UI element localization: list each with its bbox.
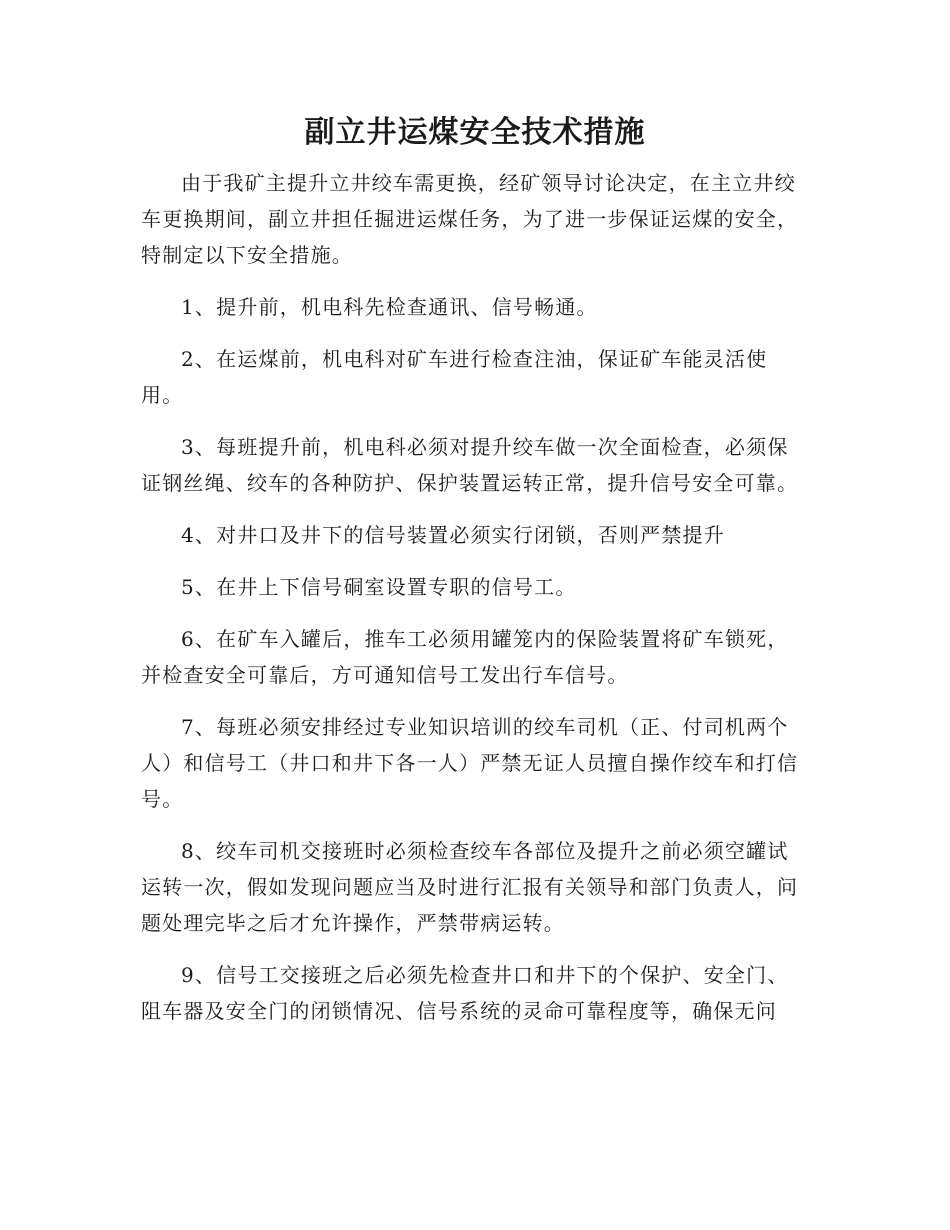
paragraph-item-3: 3、每班提升前，机电科必须对提升绞车做一次全面检查，必须保证钢丝绳、绞车的各种防护、保护装置运转正常，提升信号安全可靠。 — [141, 435, 799, 495]
paragraph-item-6: 6、在矿车入罐后，推车工必须用罐笼内的保险装置将矿车锁死，并检查安全可靠后，方可通知信号工发出行车信号。 — [141, 627, 789, 687]
paragraph-item-8: 8、绞车司机交接班时必须检查绞车各部位及提升之前必须空罐试运转一次，假如发现问题应当及时进行汇报有关领导和部门负责人，问题处理完毕之后才允许操作，严禁带病运转。 — [141, 839, 799, 935]
paragraph-item-2: 2、在运煤前，机电科对矿车进行检查注油，保证矿车能灵活使用。 — [141, 347, 768, 407]
paragraph-item-4: 4、对井口及井下的信号装置必须实行闭锁，否则严禁提升 — [181, 523, 725, 547]
paragraph-item-5: 5、在井上下信号硐室设置专职的信号工。 — [181, 575, 577, 599]
paragraph-item-1: 1、提升前，机电科先检查通讯、信号畅通。 — [181, 295, 598, 319]
document-body — [141, 165, 809, 1029]
document-title: 副立井运煤安全技术措施 — [304, 115, 646, 150]
paragraph-intro: 由于我矿主提升立井绞车需更换，经矿领导讨论决定，在主立井绞车更换期间，副立井担任掘进运煤任务，为了进一步保证运煤的安全，特制定以下安全措施。 — [141, 171, 799, 267]
paragraph-item-9: 9、信号工交接班之后必须先检查井口和井下的个保护、安全门、阻车器及安全门的闭锁情况、信号系统的灵命可靠程度等，确保无问 — [141, 963, 789, 1023]
paragraph-item-7: 7、每班必须安排经过专业知识培训的绞车司机（正、付司机两个人）和信号工（井口和井下各一人）严禁无证人员擅自操作绞车和打信号。 — [141, 715, 799, 811]
